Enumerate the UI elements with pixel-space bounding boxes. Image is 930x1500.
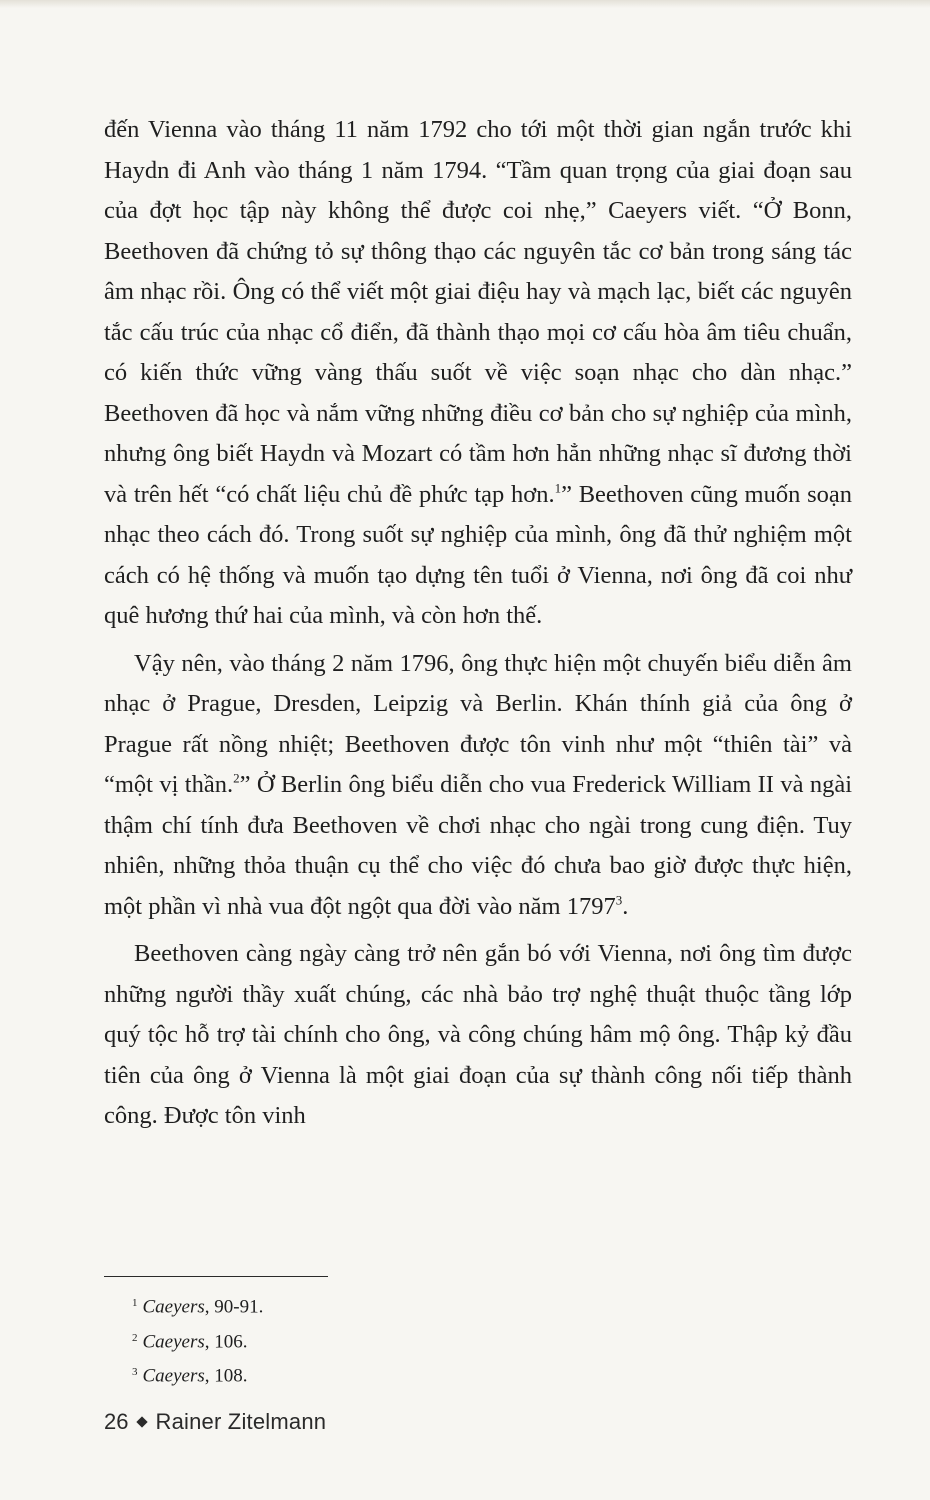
footnotes xyxy=(132,1288,732,1392)
footnote-2 xyxy=(132,1323,732,1358)
paragraph-2-text-b: ” Ở Berlin ông biểu diễn cho vua Frederick William II và ngài thậm chí tính đưa Beethoven về chơi nhạc cho ngài trong cung điện. Tuy nhiên, những thỏa thuận cụ thể cho việc đó chưa bao giờ được thực hiện, một phần vì nhà vua đột ngột qua đời vào năm 1797 xyxy=(104,771,852,920)
footnote-pages: , 90-91. xyxy=(204,1296,264,1318)
footnote-author: Caeyers xyxy=(142,1296,205,1318)
paragraph-2-text-c: . xyxy=(622,892,629,920)
footnote-1 xyxy=(132,1288,732,1323)
paragraph-1 xyxy=(104,110,852,637)
footnote-author: Caeyers xyxy=(142,1365,205,1387)
footnote-ref-2: 2 xyxy=(233,770,240,786)
footnote-author: Caeyers xyxy=(142,1331,205,1353)
paragraph-2 xyxy=(104,644,852,928)
footnote-number: 1 xyxy=(132,1297,138,1309)
footnote-number: 3 xyxy=(132,1366,138,1379)
footnote-ref-1: 1 xyxy=(554,479,562,495)
page-footer xyxy=(104,1407,326,1437)
body-text xyxy=(104,110,852,1137)
page-top-edge xyxy=(0,0,930,8)
paragraph-1-text-b: ” Beethoven cũng muốn soạn nhạc theo cách đó. Trong suốt sự nghiệp của mình, ông đã thử nghiệm một cách có hệ thống và muốn tạo dựng tên tuổi ở Vienna, nơi ông đã coi như quê hương thứ hai của mình, và còn hơn thế. xyxy=(104,480,852,629)
footnote-pages: , 108. xyxy=(204,1365,248,1387)
paragraph-3 xyxy=(104,934,852,1137)
footnote-3 xyxy=(132,1357,732,1392)
footnote-pages: , 106. xyxy=(204,1331,248,1353)
diamond-separator-icon xyxy=(137,1416,148,1427)
running-author: Rainer Zitelmann xyxy=(155,1409,327,1434)
paragraph-1-text-a: đến Vienna vào tháng 11 năm 1792 cho tới một thời gian ngắn trước khi Haydn đi Anh vào tháng 1 năm 1794. “Tầm quan trọng của giai đoạn sau của đợt học tập này không thể được coi nhẹ,” Caeyers viết. “Ở Bonn, Beethoven đã chứng tỏ sự thông thạo các nguyên tắc cơ bản trong sáng tác âm nhạc rồi. Ông có thể viết một giai điệu hay và mạch lạc, biết các nguyên tắc cấu trúc của nhạc cổ điển, đã thành thạo mọi cơ cấu hòa âm tiêu chuẩn, có kiến thức vững vàng thấu suốt về việc soạn nhạc cho dàn nhạc.” Beethoven đã học và nắm vững những điều cơ bản cho sự nghiệp của mình, nhưng ông biết Haydn và Mozart có tầm hơn hẳn những nhạc sĩ đương thời và trên hết “có chất liệu chủ đề phức tạp hơn. xyxy=(104,116,852,508)
footnote-divider xyxy=(104,1276,328,1277)
paragraph-2-text-a: Vậy nên, vào tháng 2 năm 1796, ông thực hiện một chuyến biểu diễn âm nhạc ở Prague, Dresden, Leipzig và Berlin. Khán thính giả của ông ở Prague rất nồng nhiệt; Beethoven được tôn vinh như một “thiên tài” và “một vị thần. xyxy=(104,649,852,798)
footnote-ref-3: 3 xyxy=(615,891,623,907)
paragraph-3-text: Beethoven càng ngày càng trở nên gắn bó với Vienna, nơi ông tìm được những người thầy xuất chúng, các nhà bảo trợ nghệ thuật thuộc tầng lớp quý tộc hỗ trợ tài chính cho ông, và công chúng hâm mộ ông. Thập kỷ đầu tiên của ông ở Vienna là một giai đoạn của sự thành công nối tiếp thành công. Được tôn vinh xyxy=(104,940,852,1129)
footnote-number: 2 xyxy=(132,1331,138,1344)
page-number: 26 xyxy=(104,1409,129,1434)
